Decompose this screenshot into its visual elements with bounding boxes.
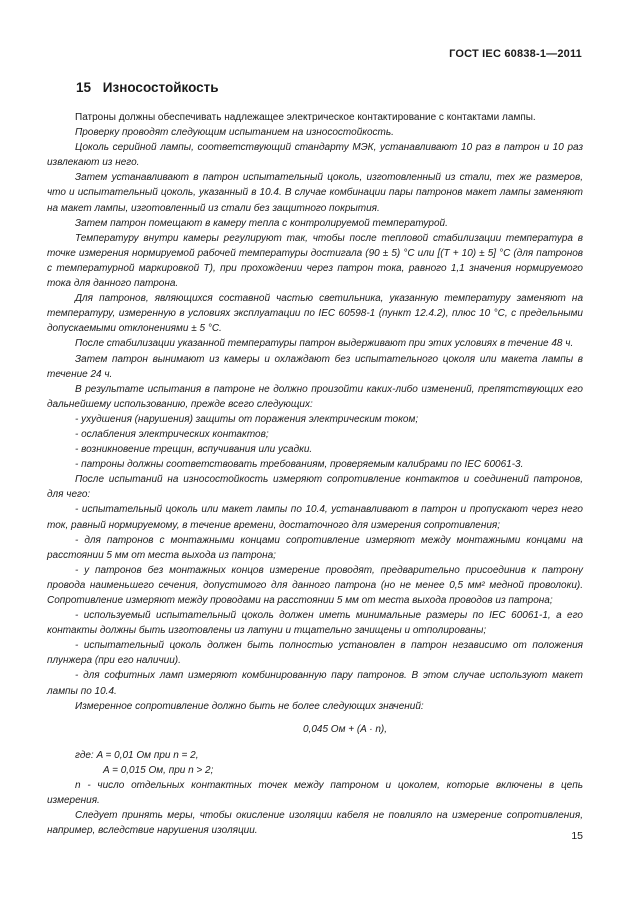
formula-where-line: n - число отдельных контактных точек между патроном и цоколем, которые включены в цепь измерения.: [47, 780, 583, 807]
paragraph: В результате испытания в патроне не должно произойти каких-либо изменений, препятствующих его дальнейшему использованию, прежде всего следующих:: [47, 383, 583, 410]
paragraph: Затем патрон помещают в камеру тепла с контролируемой температурой.: [75, 217, 448, 229]
list-item: - ухудшения (нарушения) защиты от поражения электрическим током;: [75, 413, 419, 425]
list-item: - у патронов без монтажных концов измерение проводят, предварительно присоединив к патрону провода наименьшего сечения, допустимого для данного патрона (но не менее 0,5 мм² медной проволоки). Сопротивление измеряют между проводами на расстоянии 5 мм от места выхода проводов из патрона;: [47, 564, 583, 606]
page-number: 15: [571, 830, 583, 842]
paragraph: Проверку проводят следующим испытанием на износостойкость.: [75, 127, 394, 139]
resistance-formula: 0,045 Ом + (A · n),: [302, 723, 388, 735]
list-item: - испытательный цоколь должен быть полностью установлен в патрон независимо от положения плунжера (при его наличии).: [47, 640, 583, 667]
section-number: 15: [76, 80, 92, 95]
section-body: [47, 110, 583, 838]
paragraph: Цоколь серийной лампы, соответствующий стандарту МЭК, устанавливают 10 раз в патрон и 10 раз извлекают из него.: [47, 142, 583, 169]
paragraph: Затем устанавливают в патрон испытательный цоколь, изготовленный из стали, тех же размеров, что и испытательный цоколь, указанный в 10.4. В случае комбинации пары патронов макет лампы заменяют на макет лампы, изготовленный из стали без защитного покрытия.: [47, 172, 583, 214]
document-header: ГОСТ IEC 60838-1—2011: [449, 48, 582, 60]
paragraph: После стабилизации указанной температуры патрон выдерживают при этих условиях в течение 48 ч.: [75, 338, 574, 350]
list-item: - используемый испытательный цоколь должен иметь минимальные размеры по IEC 60061-1, а его контакты должны быть изготовлены из латуни и тщательно зачищены и отполированы;: [47, 610, 583, 637]
list-item: - для патронов с монтажными концами сопротивление измеряют между монтажными концами на расстоянии 5 мм от места выхода из патрона;: [47, 534, 583, 561]
section-title: Износостойкость: [102, 80, 219, 95]
list-item: - испытательный цоколь или макет лампы по 10.4, устанавливают в патрон и пропускают через него ток, равный нормируемому, в течение времени, достаточного для измерения сопротивления;: [47, 504, 583, 531]
list-item: - ослабления электрических контактов;: [75, 428, 269, 440]
paragraph: Температуру внутри камеры регулируют так, чтобы после тепловой стабилизации температура в точке измерения нормируемой рабочей температуры достигала (90 ± 5) °С или [(T + 10) ± 5] °С (для патронов с температурной маркировкой T), при прохождении через патрон тока, равного 1,1 значения нормируемого тока для данного патрона.: [47, 232, 583, 290]
formula-where-line: A = 0,015 Ом, при n > 2;: [103, 764, 214, 776]
paragraph: Для патронов, являющихся составной частью светильника, указанную температуру заменяют на температуру, измеренную в условиях эксплуатации по IEC 60598-1 (пункт 12.4.2), плюс 10 °С, с предельными допускаемыми отклонениями ± 5 °С.: [47, 293, 583, 335]
paragraph: После испытаний на износостойкость измеряют сопротивление контактов и соединений патронов, для чего:: [47, 474, 583, 501]
list-item: - патроны должны соответствовать требованиям, проверяемым калибрами по IEC 60061-3.: [75, 459, 524, 471]
paragraph: Патроны должны обеспечивать надлежащее электрическое контактирование с контактами лампы.: [75, 112, 536, 123]
paragraph: Затем патрон вынимают из камеры и охлаждают без испытательного цоколя или макета лампы в течение 24 ч.: [47, 353, 583, 380]
formula-where-line: где: A = 0,01 Ом при n = 2,: [75, 749, 199, 761]
list-item: - возникновение трещин, вспучивания или усадки.: [75, 444, 313, 456]
section-heading: [76, 80, 219, 95]
paragraph: Измеренное сопротивление должно быть не более следующих значений:: [75, 700, 424, 712]
list-item: - для софитных ламп измеряют комбинированную пару патронов. В этом случае используют макет лампы по 10.4.: [47, 670, 583, 697]
closing-paragraph: Следует принять меры, чтобы окисление изоляции кабеля не повлияло на измерение сопротивления, например, вследствие нарушения изоляции.: [47, 810, 583, 837]
